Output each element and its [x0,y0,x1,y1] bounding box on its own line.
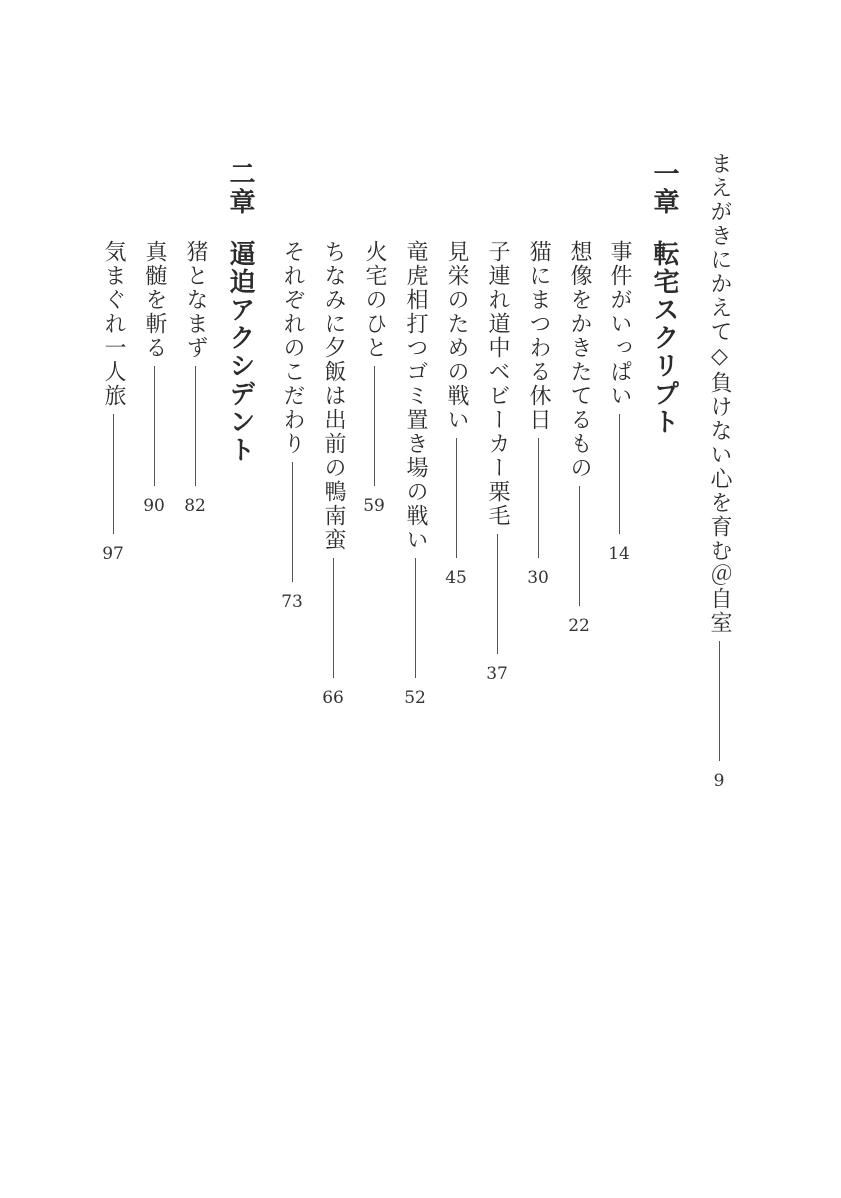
page-number: 45 [445,568,467,588]
leader-line [719,641,720,761]
toc-entry[interactable] [141,240,167,516]
leader-line [619,414,620,534]
toc-entry[interactable] [402,240,428,708]
entry-title: 竜虎相打つゴミ置き場の戦い [403,240,428,552]
page-number: 30 [527,568,549,588]
entry-title: それぞれのこだわり [280,240,305,456]
page-number: 14 [608,544,630,564]
toc-entry[interactable] [566,240,592,636]
page-number: 52 [404,688,426,708]
chapter-heading-2 [222,160,259,216]
chapter-title-2 [222,240,259,464]
entry-title: 猪となまず [183,240,208,360]
toc-entry[interactable] [320,240,346,708]
entry-title: 火宅のひと [362,240,387,360]
entry-title: 想像をかきたてるもの [567,240,592,480]
leader-line [579,486,580,606]
page-number: 82 [184,496,206,516]
toc-entry[interactable] [100,240,126,564]
page-number: 37 [486,664,508,684]
entry-title: 真髄を斬る [142,240,167,360]
toc-entry[interactable] [606,240,632,564]
toc-entry[interactable] [182,240,208,516]
entry-title: 子連れ道中ベビーカー栗毛 [485,240,510,528]
toc-entry[interactable] [443,240,469,588]
toc-entry-preface[interactable] [706,152,732,791]
toc-entry[interactable] [525,240,551,588]
page-number: 59 [363,496,385,516]
chapter-heading-1 [646,160,683,216]
page-number: 22 [568,616,590,636]
toc-entry[interactable] [361,240,387,516]
page-number: 90 [143,496,165,516]
chapter-label: 一章 [649,160,679,216]
leader-line [415,558,416,678]
chapter-label: 二章 [225,160,255,216]
leader-line [374,366,375,486]
chapter-title-1 [646,240,683,436]
page-number: 66 [322,688,344,708]
leader-line [497,534,498,654]
entry-title: 気まぐれ一人旅 [101,240,126,408]
leader-line [538,438,539,558]
chapter-title: 逼迫アクシデント [225,240,255,464]
leader-line [113,414,114,534]
leader-line [154,366,155,486]
entry-title: ちなみに夕飯は出前の鴨南蛮 [321,240,346,552]
page-number: 97 [102,544,124,564]
entry-title: 猫にまつわる休日 [526,240,551,432]
leader-line [456,438,457,558]
toc-entry[interactable] [279,240,305,612]
leader-line [195,366,196,486]
page-number: 9 [713,771,725,791]
entry-title: 見栄のための戦い [444,240,469,432]
leader-line [333,558,334,678]
leader-line [292,462,293,582]
page-number: 73 [281,592,303,612]
toc-entry[interactable] [484,240,510,684]
entry-title: まえがきにかえて◇負けない心を育む＠自室 [707,152,732,635]
entry-title: 事件がいっぱい [607,240,632,408]
chapter-title: 転宅スクリプト [649,240,679,436]
